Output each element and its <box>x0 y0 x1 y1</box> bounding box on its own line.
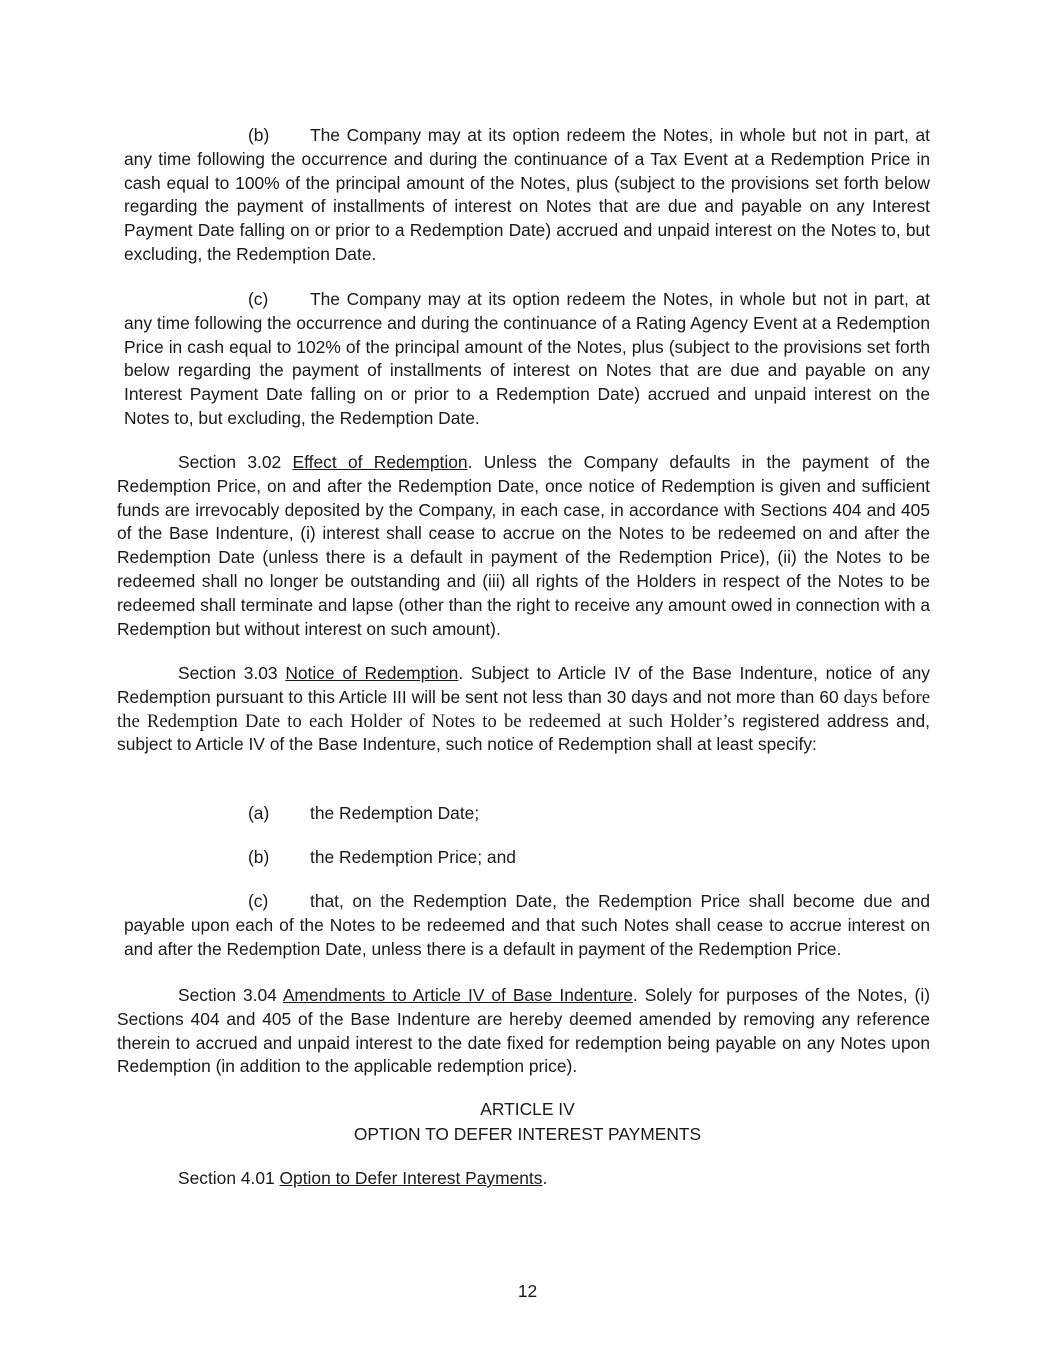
section-3-03-text-3: registered address and, subject to Article IV of the Base Indenture, such notice of Redemption shall at least specify: <box>117 710 930 755</box>
section-3-02 <box>117 451 930 641</box>
section-3-02-number: Section 3.02 <box>178 452 282 472</box>
section-4-01-title: Option to Defer Interest Payments <box>279 1168 543 1188</box>
list-item-c <box>124 890 930 961</box>
list-item-a-label: (a) <box>248 803 270 823</box>
list-item-a-text: the Redemption Date; <box>310 803 480 823</box>
paragraph-b-text: The Company may at its option redeem the Notes, in whole but not in part, at any time following the occurrence and during the continuance of a Tax Event at a Redemption Price in cash equal to 100% of the principal amount of the Notes, plus (subject to the provisions set forth below regarding the payment of installments of interest on Notes that are due and payable on any Interest Payment Date falling on or prior to a Redemption Date) accrued and unpaid interest on the Notes to, but excluding, the Redemption Date. <box>124 125 930 264</box>
page-number: 12 <box>517 1281 538 1301</box>
list-item-b <box>248 846 516 870</box>
list-item-b-text: the Redemption Price; and <box>310 847 516 867</box>
list-item-c-label: (c) <box>248 891 269 911</box>
paragraph-c-text: The Company may at its option redeem the Notes, in whole but not in part, at any time following the occurrence and during the continuance of a Rating Agency Event at a Redemption Price in cash equal to 102% of the principal amount of the Notes, plus (subject to the provisions set forth below regarding the payment of installments of interest on Notes that are due and payable on any Interest Payment Date falling on or prior to a Redemption Date) accrued and unpaid interest on the Notes to, but excluding, the Redemption Date. <box>124 289 930 428</box>
section-3-02-text: . Unless the Company defaults in the payment of the Redemption Price, on and after the Redemption Date, once notice of Redemption is given and sufficient funds are irrevocably deposited by the Company, in each case, in accordance with Sections 404 and 405 of the Base Indenture, (i) interest shall cease to accrue on the Notes to be redeemed on and after the Redemption Date (unless there is a default in payment of the Redemption Price), (ii) the Notes to be redeemed shall no longer be outstanding and (iii) all rights of the Holders in respect of the Notes to be redeemed shall terminate and lapse (other than the right to receive any amount owed in connection with a Redemption but without interest on such amount). <box>117 452 931 639</box>
section-3-02-title: Effect of Redemption <box>292 452 468 472</box>
article-heading: ARTICLE IV <box>480 1099 575 1119</box>
paragraph-c <box>124 288 930 431</box>
section-3-04-number: Section 3.04 <box>178 985 277 1005</box>
section-3-03-title: Notice of Redemption <box>285 663 459 683</box>
paragraph-c-label: (c) <box>248 289 269 309</box>
section-3-03-number: Section 3.03 <box>178 663 278 683</box>
section-4-01 <box>117 1167 930 1191</box>
paragraph-b-label: (b) <box>248 125 270 145</box>
section-4-01-number: Section 4.01 <box>178 1168 275 1188</box>
article-subheading: OPTION TO DEFER INTEREST PAYMENTS <box>353 1124 702 1144</box>
section-3-03 <box>117 662 930 757</box>
section-3-03-text-1: . Subject to Article IV of the Base Indenture, notice of any Redemption pursuant to this Article III will be sent not less than 30 days and not more than 60 <box>117 663 930 707</box>
list-item-b-label: (b) <box>248 847 270 867</box>
section-3-03-text-2: days before the Redemption Date to each Holder of Notes to be redeemed at such Holder’s <box>117 686 930 732</box>
section-3-04-title: Amendments to Article IV of Base Indenture <box>282 985 633 1005</box>
section-4-01-suffix: . <box>542 1168 548 1188</box>
section-3-04 <box>117 984 930 1079</box>
section-3-04-text: . Solely for purposes of the Notes, (i) Sections 404 and 405 of the Base Indenture are hereby deemed amended by removing any reference therein to accrued and unpaid interest to the date fixed for redemption being payable on any Notes upon Redemption (in addition to the applicable redemption price). <box>117 985 930 1077</box>
list-item-a <box>248 802 479 826</box>
paragraph-b <box>124 124 930 267</box>
list-item-c-text: that, on the Redemption Date, the Redemption Price shall become due and payable upon each of the Notes to be redeemed and that such Notes shall cease to accrue interest on and after the Redemption Date, unless there is a default in payment of the Redemption Price. <box>124 891 930 959</box>
